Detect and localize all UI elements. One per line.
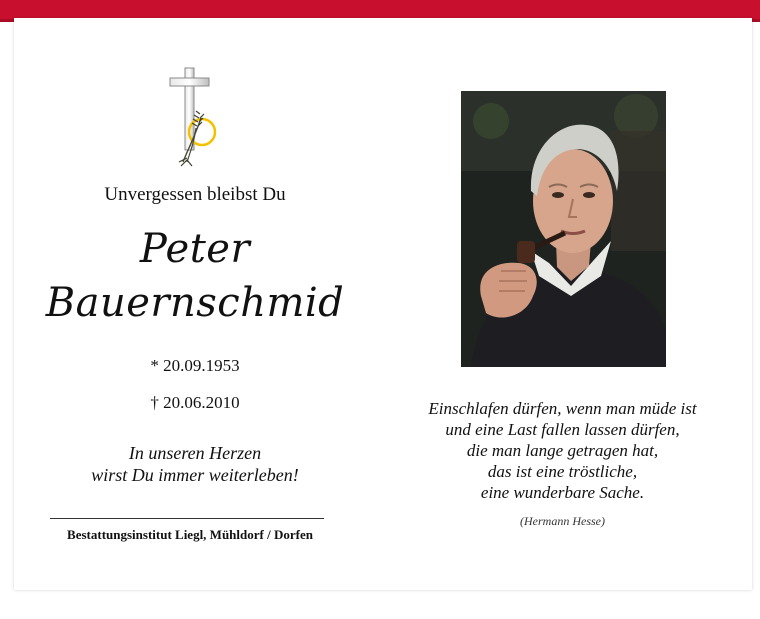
cross-icon [165, 62, 223, 172]
undertaker-credit: Bestattungsinstitut Liegl, Mühldorf / Dorfen [67, 527, 313, 542]
birth-date: * 20.09.1953 [150, 356, 240, 375]
poem [410, 398, 715, 503]
poem-line: eine wunderbare Sache. [480, 483, 645, 502]
verse-line: In unseren Herzen [128, 443, 262, 463]
first-name: Peter [139, 226, 251, 272]
memorial-motto: Unvergessen bleibst Du [104, 184, 286, 205]
poem-line: Einschlafen dürfen, wenn man müde ist [428, 399, 697, 418]
divider [50, 518, 324, 519]
poem-author: (Hermann Hesse) [520, 514, 605, 528]
last-name: Bauernschmid [45, 280, 345, 326]
poem-line: und eine Last fallen lassen dürfen, [445, 420, 680, 439]
portrait-photo [461, 91, 666, 367]
death-date: † 20.06.2010 [150, 393, 240, 412]
poem-line: die man lange getragen hat, [466, 441, 659, 460]
verse-line: wirst Du immer weiterleben! [91, 465, 299, 485]
poem-line: das ist eine tröstliche, [487, 462, 638, 481]
